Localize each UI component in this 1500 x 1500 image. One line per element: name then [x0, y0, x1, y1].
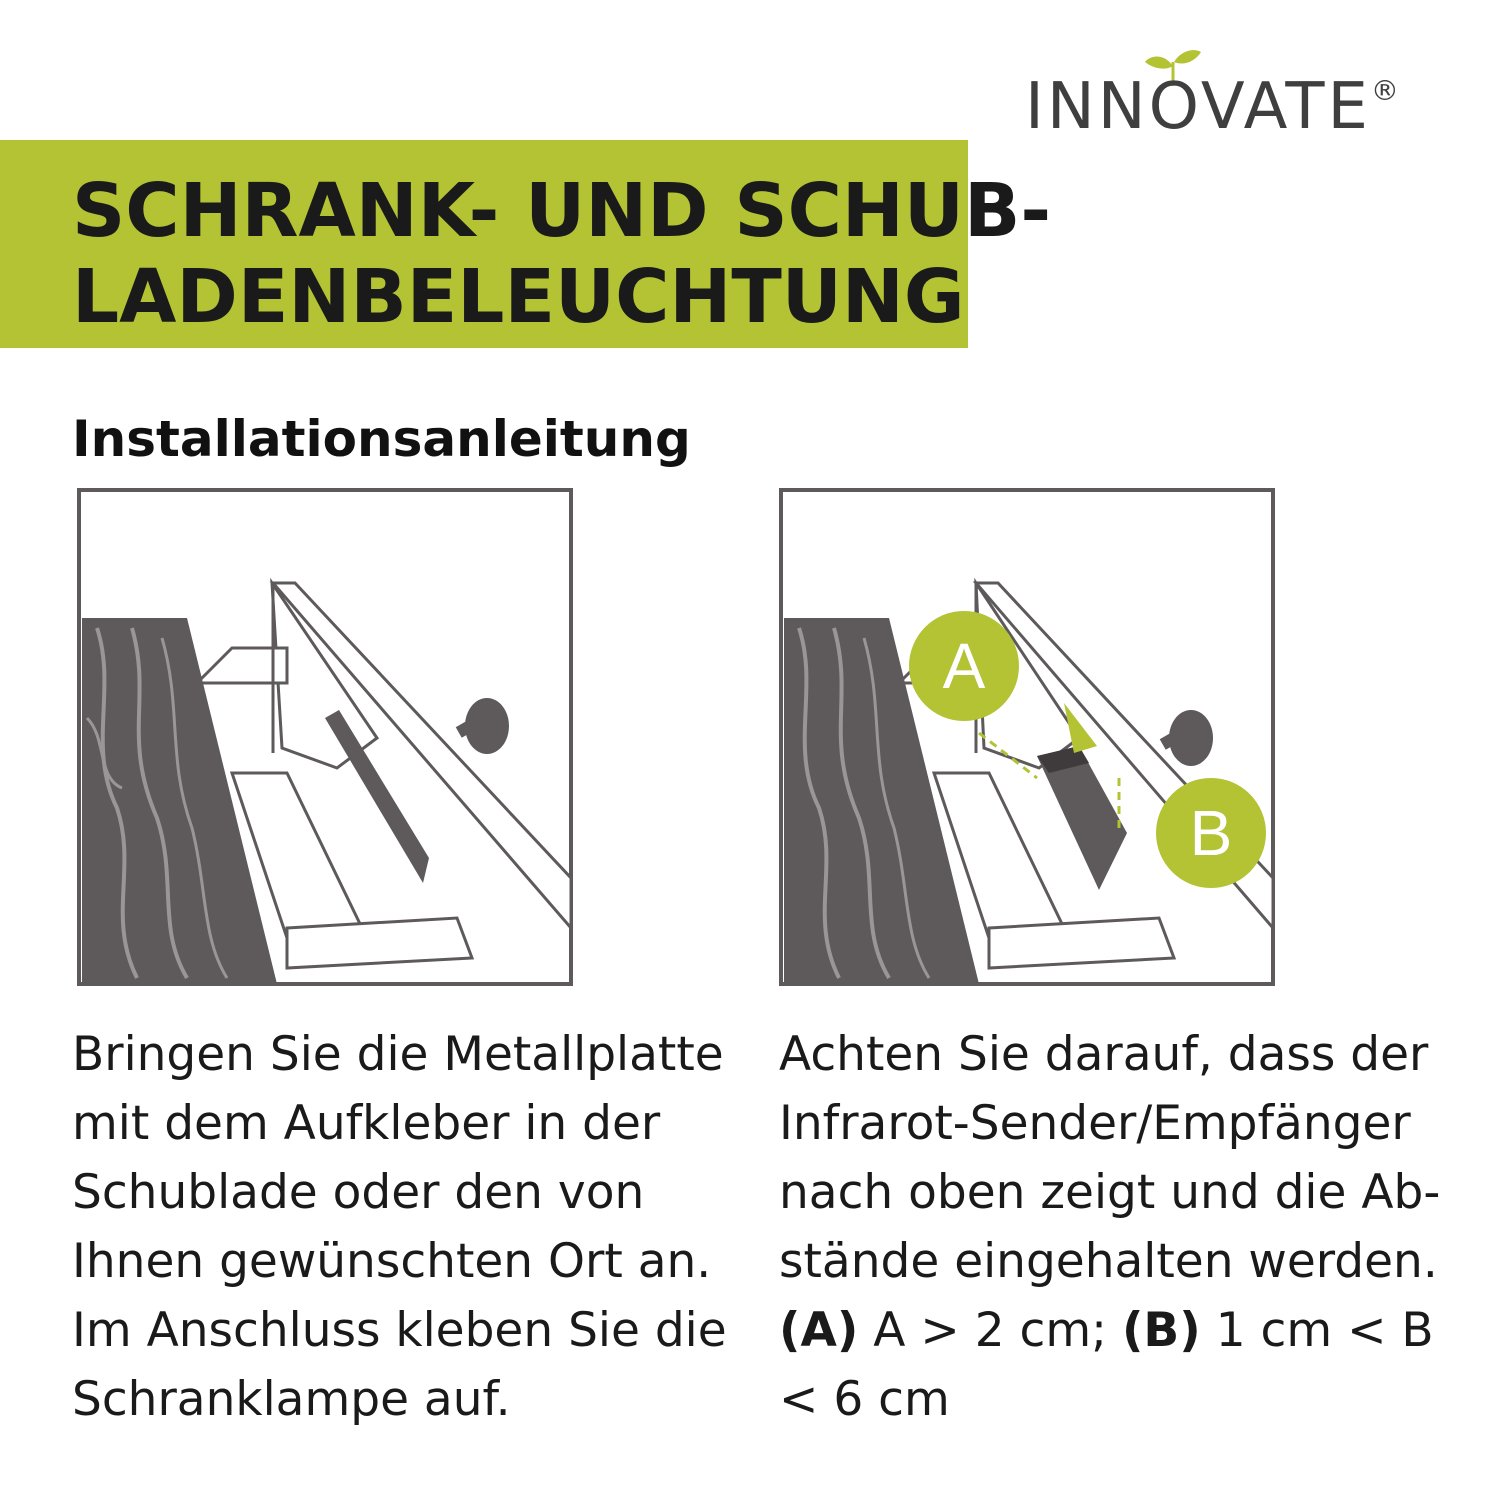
registered-mark: ® — [1370, 74, 1399, 107]
title-line-2: LADENBELEUCHTUNG — [72, 254, 965, 340]
spec-b-text: 1 cm < B — [1200, 1303, 1434, 1358]
spec-a-label: (A) — [779, 1303, 859, 1358]
spec-b-label: (B) — [1121, 1303, 1201, 1358]
desc-right-line: nach oben zeigt und die Ab- — [779, 1165, 1441, 1220]
drawer-with-sensor-illustration — [779, 488, 1275, 986]
desc-right-line: stände eingehalten werden. — [779, 1234, 1438, 1289]
desc-right-line: Infrarot-Sender/Empfänger — [779, 1096, 1411, 1151]
desc-left-line: Ihnen gewünschten Ort an. — [72, 1234, 712, 1289]
description-right — [779, 1020, 1479, 1434]
marker-b-label: B — [1189, 797, 1233, 869]
section-subtitle: Installationsanleitung — [72, 410, 691, 468]
drawer-with-metal-plate-illustration — [77, 488, 573, 986]
desc-left-line: Im Anschluss kleben Sie die — [72, 1303, 727, 1358]
desc-left-line: mit dem Aufkleber in der — [72, 1096, 661, 1151]
illustration-right — [779, 488, 1275, 986]
desc-left-line: Schublade oder den von — [72, 1165, 645, 1220]
desc-left-line: Schranklampe auf. — [72, 1372, 511, 1427]
marker-b — [1156, 778, 1266, 888]
desc-right-line: Achten Sie darauf, dass der — [779, 1027, 1429, 1082]
description-left — [72, 1020, 752, 1434]
marker-a-label: A — [942, 630, 986, 702]
spec-b-continued: < 6 cm — [779, 1372, 950, 1427]
illustration-left — [77, 488, 573, 986]
brand-name: INNOVATE® — [1025, 70, 1399, 144]
title-line-1: SCHRANK- UND SCHUB- — [72, 168, 1052, 254]
marker-a — [909, 611, 1019, 721]
brand-logo — [1025, 48, 1465, 148]
spec-a-text: A > 2 cm; — [858, 1303, 1122, 1358]
spec-line — [779, 1296, 1479, 1365]
page-title — [72, 168, 1052, 340]
desc-left-line: Bringen Sie die Metallplatte — [72, 1027, 724, 1082]
